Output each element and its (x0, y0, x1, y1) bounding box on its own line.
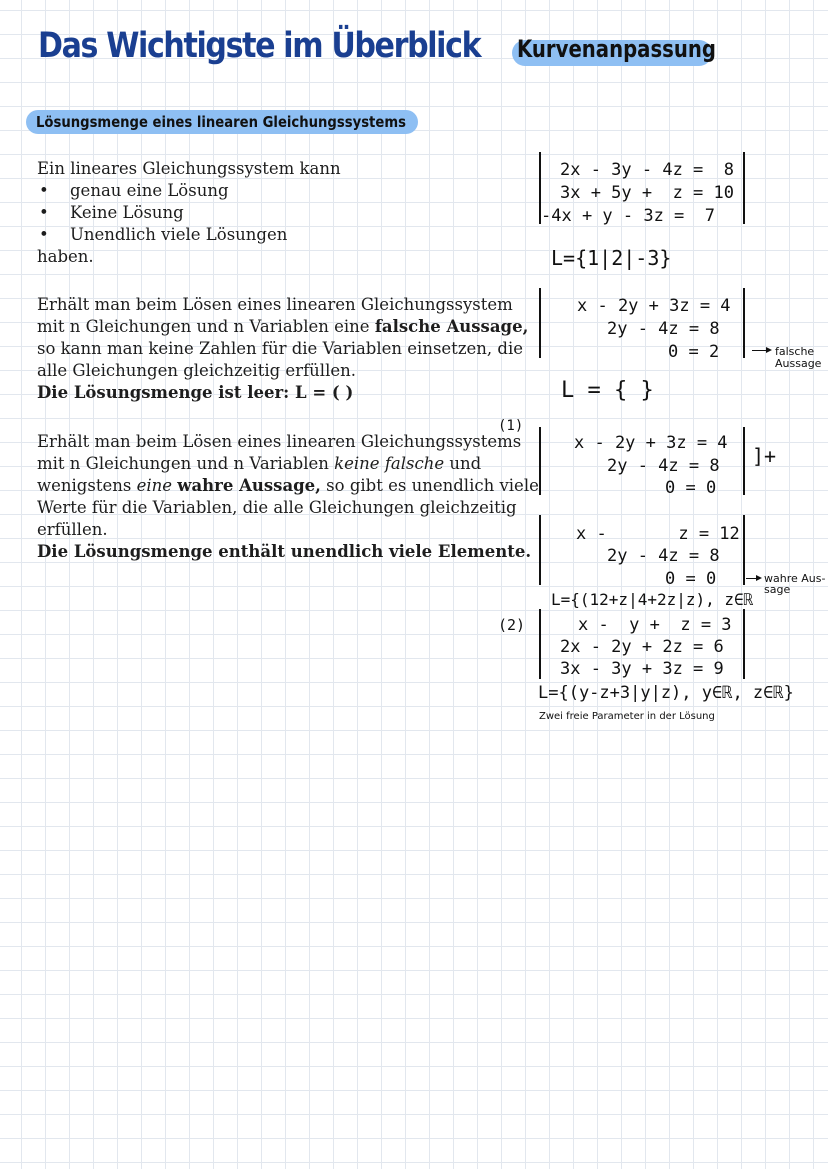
arrow-icon (746, 578, 760, 579)
solution-set-5: L={(y-z+3|y|z), y∈ℝ, z∈ℝ} (538, 683, 794, 703)
arrow-icon (752, 350, 770, 351)
intro-line: Ein lineares Gleichungssystem kann (37, 159, 341, 178)
section-title: Lösungsmenge eines linearen Gleichungssystems (36, 113, 406, 131)
note-false-statement: falsche Aussage (775, 345, 822, 370)
topic-label: Kurvenanpassung (517, 35, 717, 63)
note-true-statement: wahre Aus- sage (764, 572, 826, 596)
outro-line: haben. (37, 247, 94, 266)
list-item: • genau eine Lösung (39, 181, 229, 200)
list-item: • Unendlich viele Lösungen (39, 225, 288, 244)
solution-set-2: L = { } (561, 378, 654, 403)
bullet-icon: • (39, 203, 49, 222)
section-heading (26, 110, 418, 134)
solution-set-1: L={1|2|-3} (551, 246, 672, 270)
infinite-set-statement: Die Lösungsmenge enthält unendlich viele Elemente. (37, 542, 532, 561)
addition-mark: ]+ (752, 444, 777, 468)
bullet-icon: • (39, 181, 49, 200)
paragraph-empty-solution: Erhält man beim Lösen eines linearen Gleichungssystem mit n Gleichungen und n Variablen eine falsche Aussage, so kann man keine Zahlen für die Variablen einsetzen, die alle Gleichungen gleichzeitig erfüllen. Die Lösungsmenge ist leer: L = ( ) (37, 295, 529, 402)
bullet-icon: • (39, 225, 49, 244)
footnote: Zwei freie Parameter in der Lösung (539, 711, 715, 722)
list-item: • Keine Lösung (39, 203, 184, 222)
solution-set-4: L={(12+z|4+2z|z), z∈ℝ (551, 590, 754, 609)
paragraph-infinite-solutions: Erhält man beim Lösen eines linearen Gleichungssystems mit n Gleichungen und n Variablen keine falsche und wenigstens eine wahre Aussage, so gibt es unendlich viele Werte für die Variablen, die alle Gleichungen gleichzeitig erfüllen. Die Lösungsmenge enthält unendlich viele Elemente. (37, 432, 539, 561)
topic-badge (512, 35, 717, 66)
page-title: Das Wichtigste im Überblick (38, 26, 481, 66)
label-1: (1) (498, 418, 524, 434)
empty-set-statement: Die Lösungsmenge ist leer: L = ( ) (37, 383, 354, 402)
label-2: (2) (498, 616, 526, 634)
paragraph-solution-types (37, 158, 341, 268)
